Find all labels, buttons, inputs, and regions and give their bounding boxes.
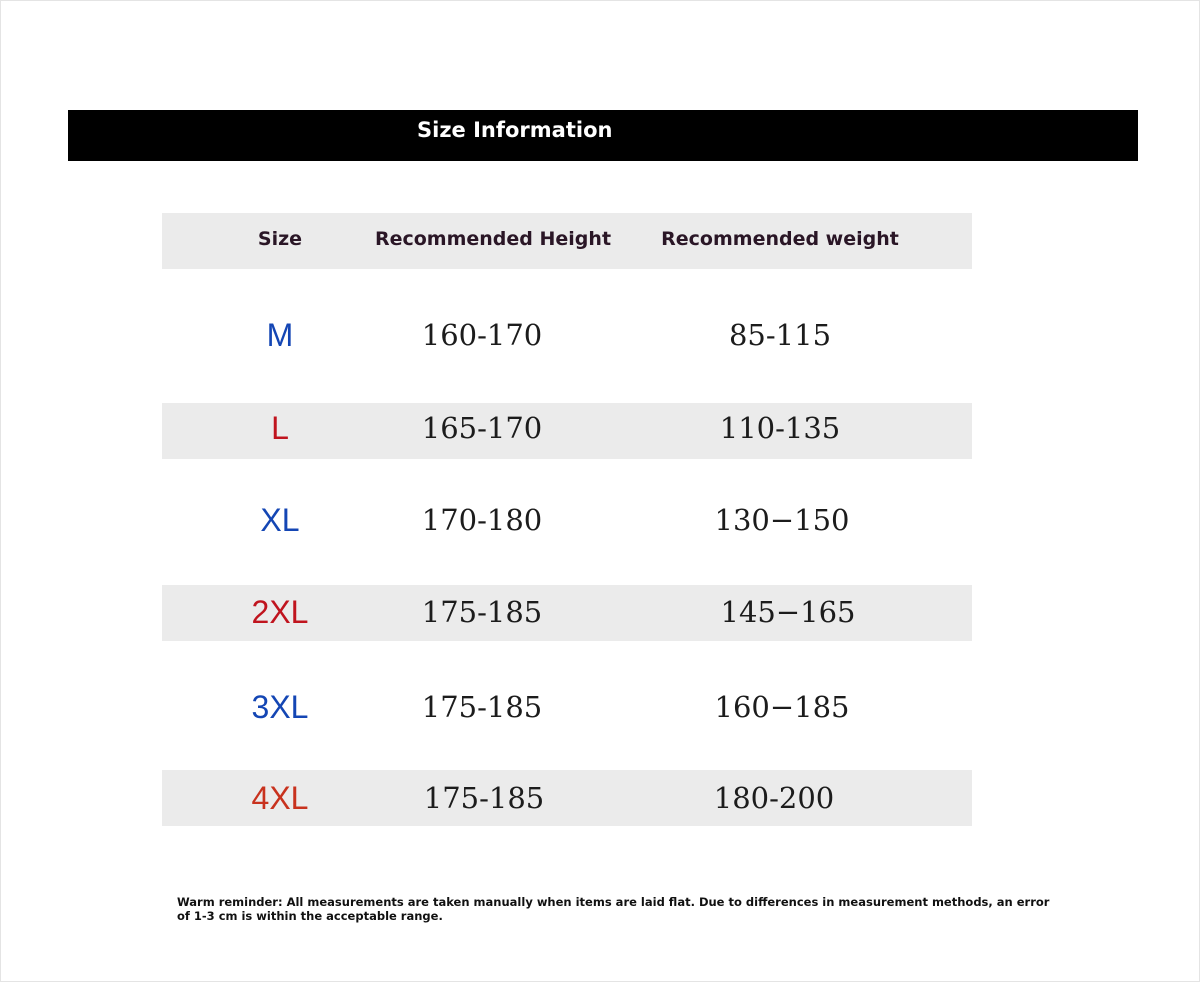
height-value: 175-185 bbox=[421, 595, 543, 629]
height-value: 160-170 bbox=[421, 318, 543, 352]
table-row bbox=[162, 400, 972, 456]
header-size: Size bbox=[257, 228, 303, 250]
weight-value: 160−185 bbox=[714, 690, 850, 724]
banner-title: Size Information bbox=[417, 118, 613, 142]
table-row bbox=[162, 492, 972, 548]
size-label: M bbox=[266, 317, 294, 353]
weight-value: 130−150 bbox=[714, 503, 850, 537]
table-row bbox=[162, 770, 972, 826]
height-value: 170-180 bbox=[421, 503, 543, 537]
height-value: 175-185 bbox=[423, 781, 545, 815]
table-row bbox=[162, 679, 972, 735]
table-row bbox=[162, 307, 972, 363]
table-row bbox=[162, 584, 972, 640]
size-label: XL bbox=[260, 502, 300, 538]
table-header bbox=[162, 211, 972, 267]
warm-reminder-note: Warm reminder: All measurements are taken manually when items are laid flat. Due to differences in measurement methods, an error of 1-3 cm is within the acceptable range. bbox=[177, 895, 1050, 923]
header-weight: Recommended weight bbox=[661, 228, 899, 250]
size-label: 4XL bbox=[251, 780, 309, 816]
weight-value: 145−165 bbox=[720, 595, 856, 629]
weight-value: 110-135 bbox=[719, 411, 841, 445]
size-label: 2XL bbox=[251, 594, 309, 630]
weight-value: 85-115 bbox=[728, 318, 832, 352]
height-value: 165-170 bbox=[421, 411, 543, 445]
title-banner bbox=[68, 110, 1138, 161]
height-value: 175-185 bbox=[421, 690, 543, 724]
size-label: 3XL bbox=[251, 689, 309, 725]
size-label: L bbox=[271, 410, 289, 446]
weight-value: 180-200 bbox=[713, 781, 835, 815]
header-height: Recommended Height bbox=[374, 228, 612, 250]
